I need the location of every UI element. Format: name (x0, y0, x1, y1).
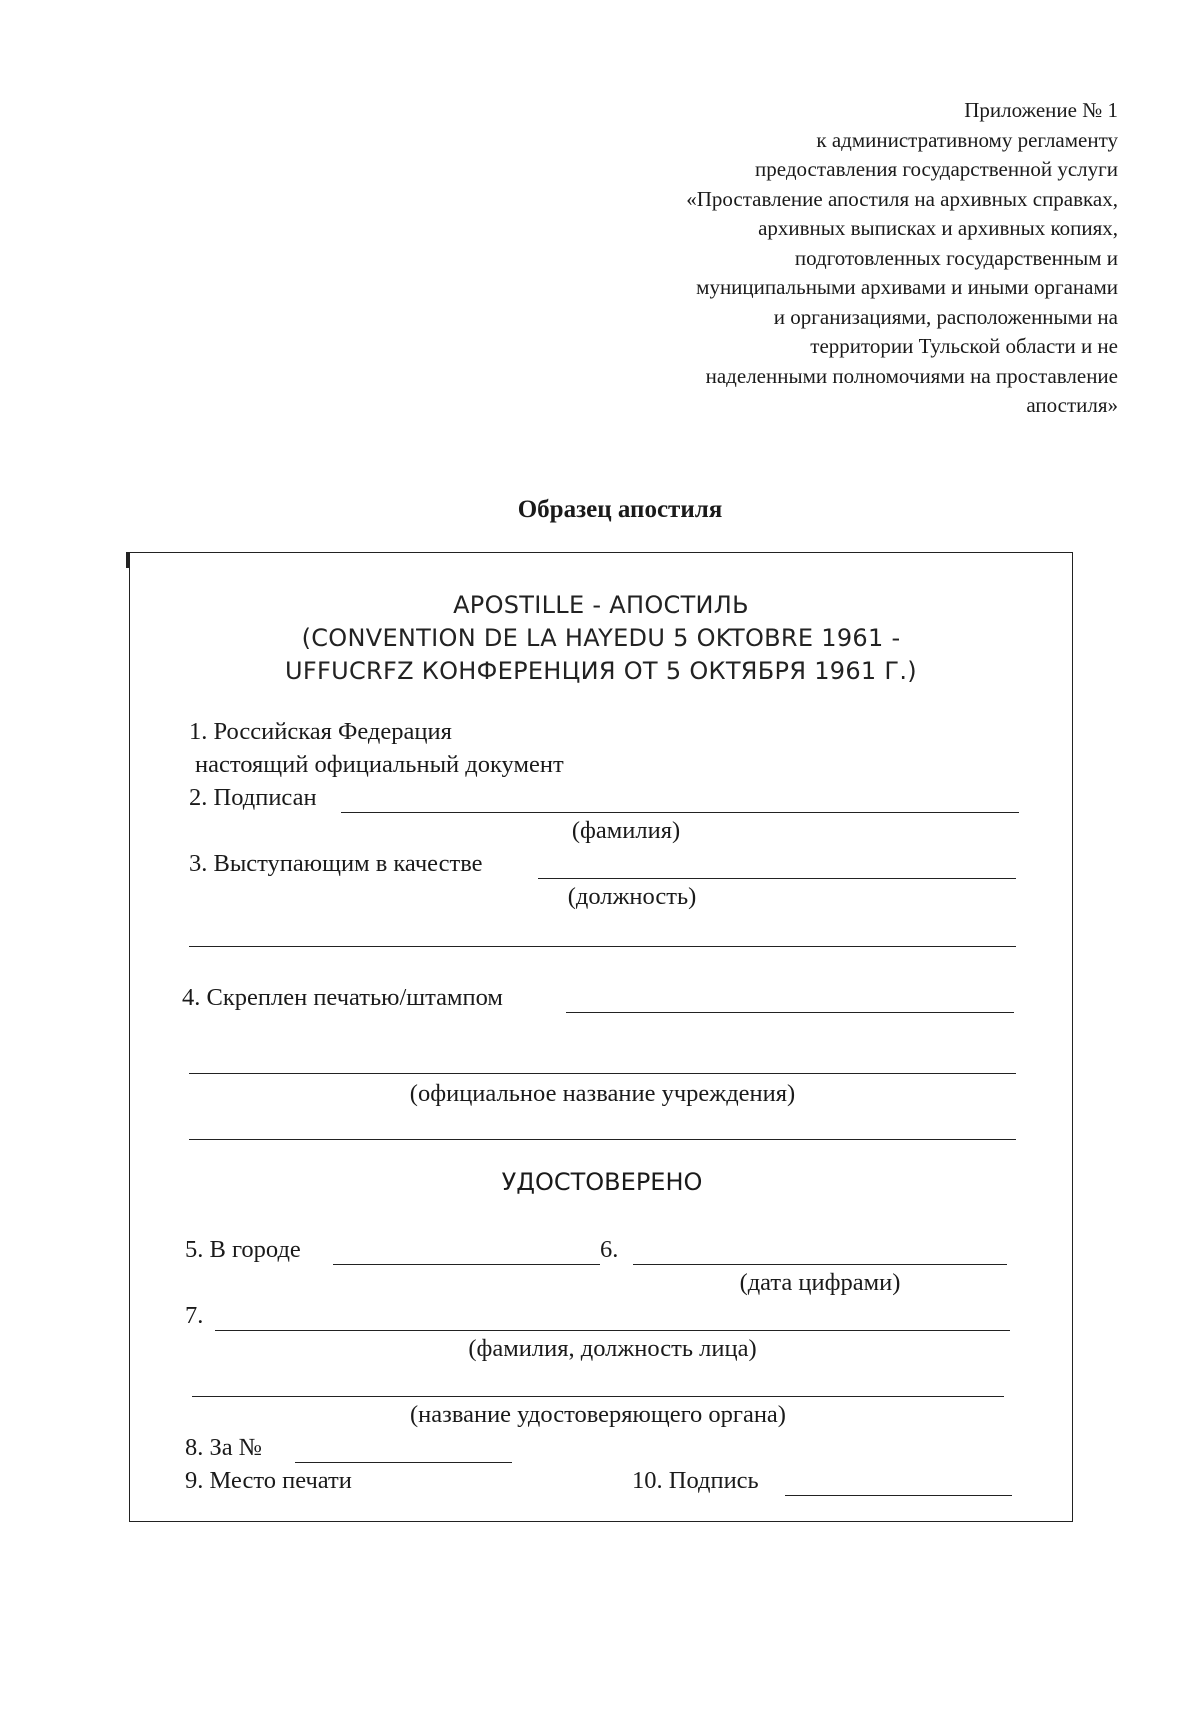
item-date-label: 6. (600, 1236, 619, 1263)
appendix-line: наделенными полномочиями на проставление (705, 363, 1118, 388)
institution-caption: (официальное название учреждения) (409, 1080, 796, 1107)
number-field-line[interactable] (295, 1462, 512, 1463)
item-number-label: 8. За № (185, 1434, 263, 1461)
item-country-sub: настоящий официальный документ (195, 751, 564, 778)
surname-caption: (фамилия) (571, 817, 681, 844)
appendix-line: и организациями, расположенными на (773, 304, 1118, 329)
document-title: Образец апостиля (517, 496, 723, 523)
appendix-line: муниципальными архивами и иными органами (696, 275, 1118, 299)
capacity-extra-line[interactable] (189, 946, 1016, 947)
item-signed-label: 2. Подписан (189, 784, 317, 811)
institution-field-line[interactable] (189, 1073, 1016, 1074)
appendix-line: апостиля» (1026, 393, 1118, 417)
appendix-line: территории Тульской области и не (810, 334, 1118, 358)
item-country: 1. Российская Федерация (189, 718, 452, 745)
appendix-line: Приложение № 1 (964, 98, 1118, 122)
appendix-line: предоставления государственной услуги (755, 157, 1118, 181)
apostille-header-line: APOSTILLE - АПОСТИЛЬ (453, 591, 749, 619)
date-caption: (дата цифрами) (739, 1269, 901, 1296)
city-field-line[interactable] (333, 1264, 600, 1265)
institution-extra-line[interactable] (189, 1139, 1016, 1140)
appendix-line: «Проставление апостиля на архивных справках, (686, 186, 1118, 211)
certified-heading: УДОСТОВЕРЕНО (501, 1168, 703, 1196)
appendix-line: к административному регламенту (816, 127, 1118, 152)
apostille-header-line: UFFUCRFZ КОНФЕРЕНЦИЯ ОТ 5 ОКТЯБРЯ 1961 Г.) (285, 657, 917, 685)
signature-field-line[interactable] (785, 1495, 1012, 1496)
authority-caption: (название удостоверяющего органа) (410, 1401, 786, 1428)
official-caption: (фамилия, должность лица) (468, 1335, 757, 1362)
appendix-line: подготовленных государственным и (794, 245, 1118, 270)
appendix-line: архивных выписках и архивных копиях, (758, 216, 1118, 240)
item-capacity-label: 3. Выступающим в качестве (189, 850, 483, 877)
date-field-line[interactable] (633, 1264, 1007, 1265)
item-seal-place: 9. Место печати (185, 1467, 352, 1494)
capacity-field-line[interactable] (538, 878, 1016, 879)
apostille-header-line: (CONVENTION DE LA HAYEDU 5 OKTOBRE 1961 - (301, 624, 901, 652)
seal-field-line[interactable] (566, 1012, 1014, 1013)
official-field-line[interactable] (215, 1330, 1010, 1331)
appendix-block (558, 96, 1118, 421)
signed-field-line[interactable] (341, 812, 1019, 813)
item-signature-label: 10. Подпись (632, 1467, 759, 1494)
item-official-label: 7. (185, 1302, 204, 1329)
apostille-frame (129, 552, 1073, 1522)
authority-field-line[interactable] (192, 1396, 1004, 1397)
item-seal-label: 4. Скреплен печатью/штампом (182, 984, 503, 1011)
position-caption: (должность) (567, 883, 697, 910)
item-city-label: 5. В городе (185, 1236, 301, 1263)
